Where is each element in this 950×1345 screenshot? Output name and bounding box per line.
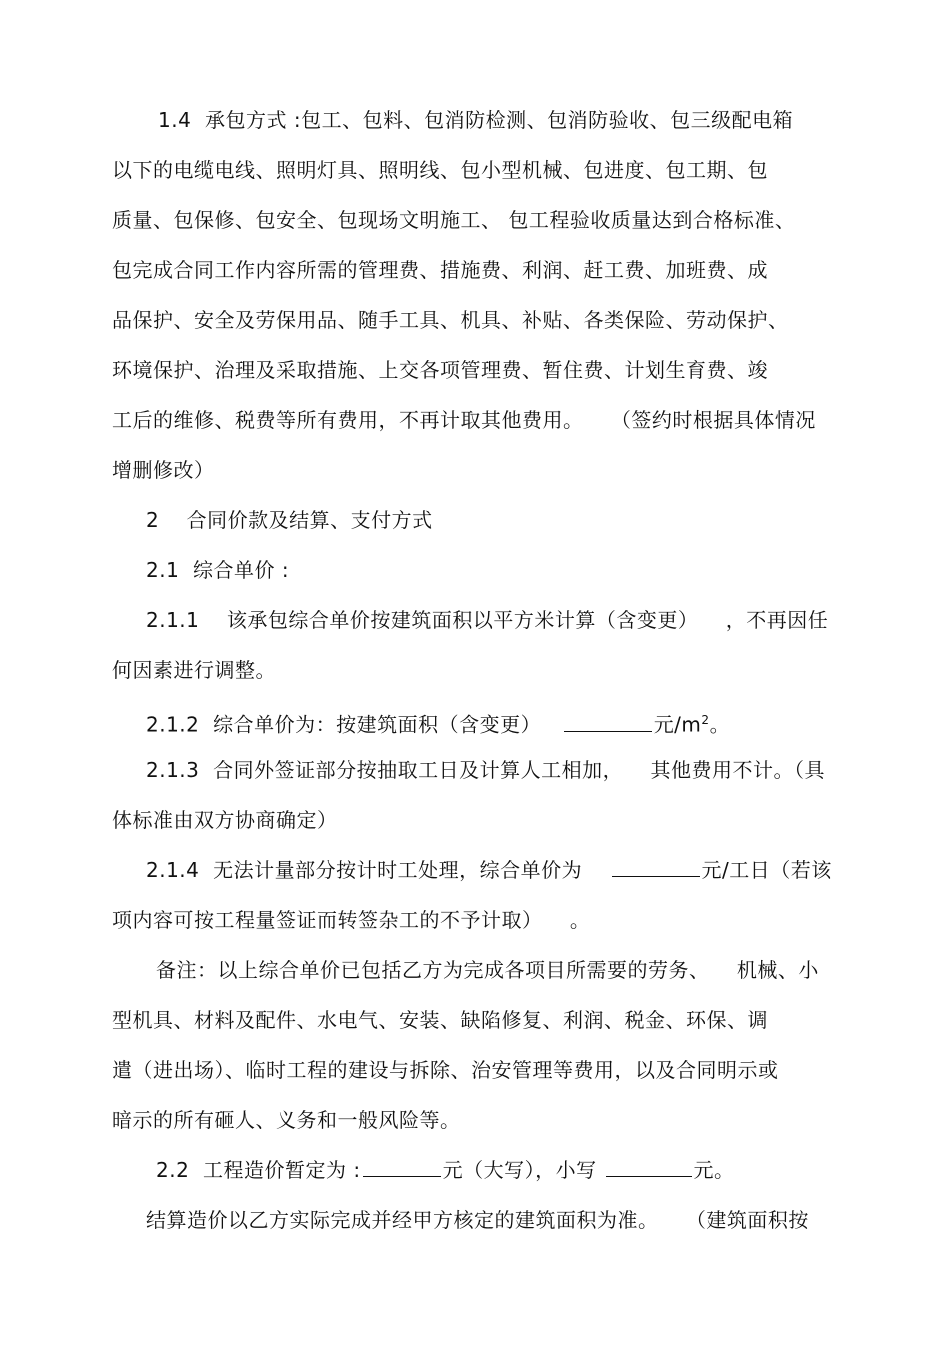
section-2-heading [146,508,433,532]
clause-text: 工程造价暂定为 : [203,1158,361,1182]
clause-text: 承包方式 :包工、包料、包消防检测、包消防验收、包三级配电箱 [205,108,794,132]
clause-1-4-line-2: 以下的电缆电线、照明灯具、照明线、包小型机械、包进度、包工期、包 [112,158,768,182]
clause-end: 。 [709,712,731,737]
settlement-line: 结算造价以乙方实际完成并经甲方核定的建筑面积为准。 （建筑面积按 [146,1208,809,1232]
unit-superscript: 2 [701,713,710,727]
note-line-1: 备注：以上综合单价已包括乙方为完成各项目所需要的劳务、 机械、小 [156,958,819,982]
section-number: 2 [146,508,160,532]
clause-1-4-line-1 [158,108,793,132]
clause-1-4-line-8: 增删修改） [112,458,215,482]
clause-2-1-4-line-2: 项内容可按工程量签证而转签杂工的不予计取） 。 [112,908,591,932]
unit-label: 元/m [653,712,702,737]
clause-text: 该承包综合单价按建筑面积以平方米计算（含变更） ，不再因任 [226,608,829,632]
unit-label: 元。 [693,1158,735,1182]
clause-2-1-4-line-1 [146,858,832,882]
clause-number: 2.1.1 [146,608,200,632]
price-uppercase-blank[interactable] [363,1158,441,1177]
clause-1-4-line-3: 质量、包保修、包安全、包现场文明施工、 包工程验收质量达到合格标准、 [112,208,796,232]
clause-number: 2.1.4 [146,858,200,882]
clause-2-1-3-line-2: 体标准由双方协商确定） [112,808,338,832]
note-line-3: 遣（进出场）、临时工程的建设与拆除、治安管理等费用，以及合同明示或 [112,1058,779,1082]
clause-text: 无法计量部分按计时工处理，综合单价为 [213,858,583,882]
clause-2-1-3-line-1 [146,758,825,782]
clause-number: 2.1.3 [146,758,200,782]
clause-1-4-line-7: 工后的维修、税费等所有费用，不再计取其他费用。 （签约时根据具体情况 [112,408,816,432]
section-title: 综合单价 : [193,558,290,582]
price-lowercase-blank[interactable] [606,1158,692,1177]
unit-label: 元/工日（若该 [701,858,832,882]
clause-number: 2.2 [156,1158,190,1182]
clause-2-2 [156,1158,735,1182]
clause-1-4-line-4: 包完成合同工作内容所需的管理费、措施费、利润、赶工费、加班费、成 [112,258,768,282]
clause-1-4-line-6: 环境保护、治理及采取措施、上交各项管理费、暂住费、计划生育费、竣 [112,358,768,382]
clause-2-1-1-line-1 [146,608,828,632]
section-title: 合同价款及结算、支付方式 [186,508,433,532]
clause-2-1-2 [146,708,730,737]
clause-1-4-line-5: 品保护、安全及劳保用品、随手工具、机具、补贴、各类保险、劳动保护、 [112,308,789,332]
clause-number: 1.4 [158,108,192,132]
clause-text: 综合单价为：按建筑面积（含变更） [213,712,542,737]
note-line-2: 型机具、材料及配件、水电气、安装、缺陷修复、利润、税金、环保、调 [112,1008,768,1032]
unit-price-blank[interactable] [564,713,652,732]
clause-number: 2.1.2 [146,712,200,737]
clause-2-1-1-line-2: 何因素进行调整。 [112,658,276,682]
hourly-price-blank[interactable] [612,858,700,877]
unit-label: 元（大写），小写 [442,1158,597,1182]
note-line-4: 暗示的所有砸人、义务和一般风险等。 [112,1108,461,1132]
section-number: 2.1 [146,558,180,582]
section-2-1-heading [146,558,289,582]
clause-text: 合同外签证部分按抽取工日及计算人工相加， 其他费用不计。（具 [213,758,826,782]
